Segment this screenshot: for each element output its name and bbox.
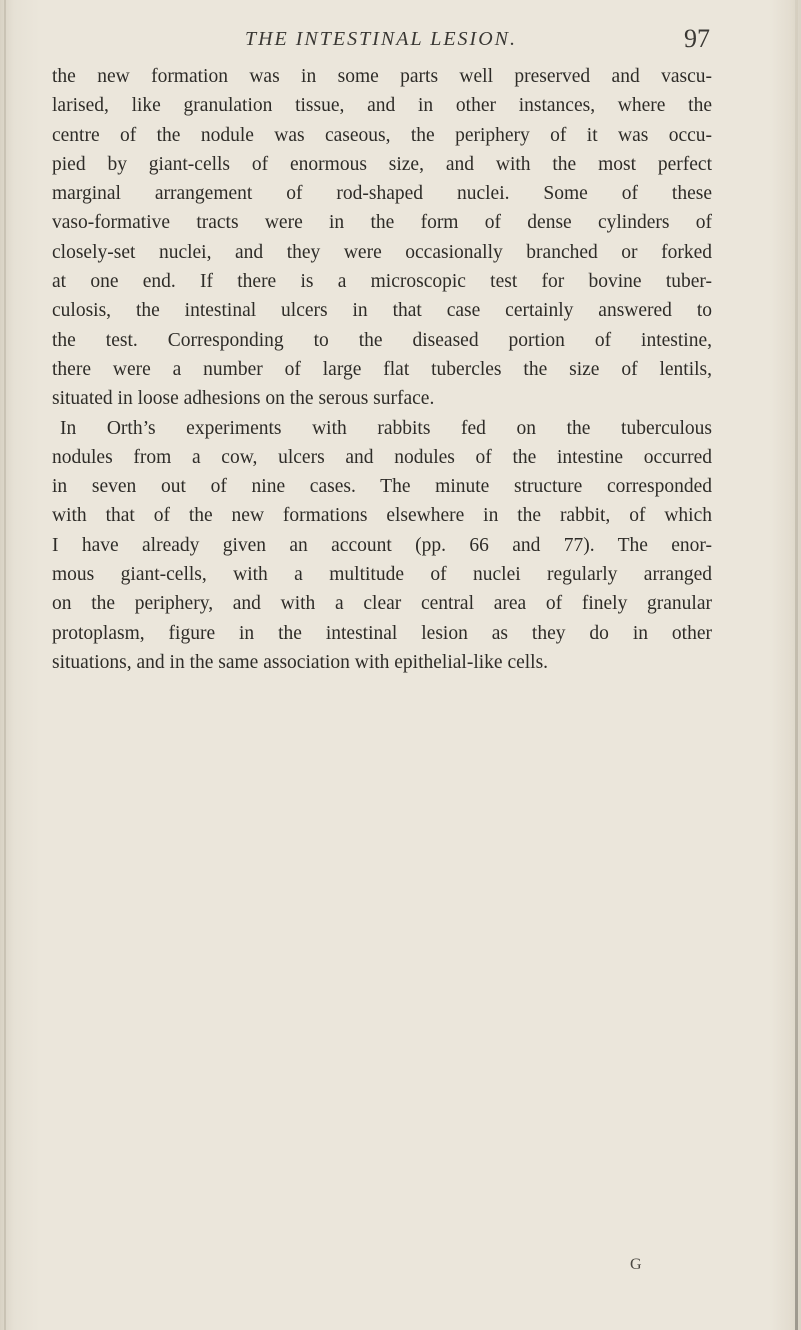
text-line: centre of the nodule was caseous, the periphery of it was occu- — [52, 124, 712, 146]
text-line: larised, like granulation tissue, and in other instances, where the — [52, 95, 712, 117]
text-line: in seven out of nine cases. The minute structure corresponded — [52, 476, 712, 498]
text-line: situated in loose adhesions on the serous surface. — [52, 388, 435, 410]
text-line: the test. Corresponding to the diseased portion of intestine, — [52, 329, 712, 351]
text-line: marginal arrangement of rod-shaped nuclei. Some of these — [52, 183, 712, 205]
text-line: mous giant-cells, with a multitude of nuclei regularly arranged — [52, 564, 712, 586]
text-line: at one end. If there is a microscopic test for bovine tuber- — [52, 271, 712, 293]
page-left-edge — [4, 0, 6, 1330]
signature-mark: G — [630, 1256, 642, 1273]
text-line: with that of the new formations elsewhere in the rabbit, of which — [52, 505, 712, 527]
text-line: pied by giant-cells of enormous size, and with the most perfect — [52, 153, 712, 175]
text-line: situations, and in the same association with epithelial-like cells. — [52, 651, 549, 673]
text-line: vaso-formative tracts were in the form of dense cylinders of — [52, 212, 712, 234]
running-head — [52, 24, 710, 60]
page-number: 97 — [684, 24, 710, 53]
page-right-edge — [795, 0, 798, 1330]
text-line: closely-set nuclei, and they were occasionally branched or forked — [52, 241, 712, 263]
text-line: the new formation was in some parts well preserved and vascu- — [52, 66, 712, 87]
text-line: In Orth’s experiments with rabbits fed on the tuberculous — [60, 417, 712, 439]
body-text — [52, 62, 712, 677]
text-line: on the periphery, and with a clear central area of finely granular — [52, 593, 712, 615]
running-title: THE INTESTINAL LESION. — [244, 28, 517, 50]
text-line: culosis, the intestinal ulcers in that case certainly answered to — [52, 300, 712, 322]
text-line: I have already given an account (pp. 66 and 77). The enor- — [52, 534, 712, 556]
text-line: there were a number of large flat tubercles the size of lentils, — [52, 358, 712, 380]
text-line: protoplasm, figure in the intestinal lesion as they do in other — [52, 622, 712, 644]
text-line: nodules from a cow, ulcers and nodules of the intestine occurred — [52, 446, 712, 468]
